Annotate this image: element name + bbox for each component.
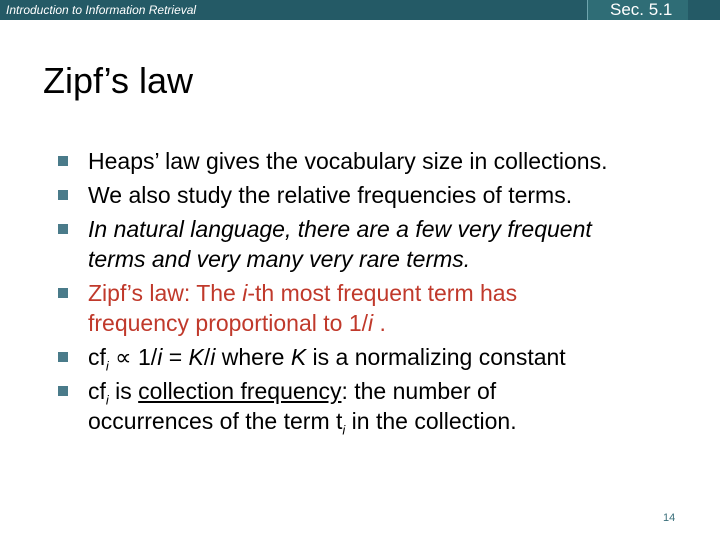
- bullet-text: is a normalizing constant: [306, 344, 566, 370]
- bullet-text: where: [215, 344, 291, 370]
- bullet-text: K: [188, 344, 204, 370]
- bullet-item-collection-frequency: [56, 376, 696, 436]
- bullet-item-natural-language: [56, 214, 696, 274]
- bullet-text: ∝ 1/: [108, 344, 158, 370]
- bullet-text: Heaps’ law gives the vocabulary size in collections.: [88, 148, 608, 174]
- bullet-text: cf: [88, 344, 106, 370]
- bullet-text: In natural language, there are a few very frequent: [88, 216, 592, 242]
- bullet-text: .: [373, 310, 386, 336]
- slide-title: Zipf’s law: [43, 60, 194, 101]
- bullet-item-relative-freq: [56, 180, 696, 210]
- bullet-text: is: [108, 378, 139, 404]
- subscript: i: [105, 358, 109, 374]
- bullet-text: i: [242, 280, 248, 306]
- bullet-text: We also study the relative frequencies of terms.: [88, 182, 573, 208]
- bullet-list: [56, 146, 696, 440]
- bullet-item-formula: [56, 342, 696, 372]
- bullet-text: -th most frequent term has: [247, 280, 518, 306]
- bullet-text: Zipf’s law: The: [88, 280, 243, 306]
- bullet-text: i: [210, 344, 216, 370]
- bullet-text: frequency proportional to 1/: [88, 310, 369, 336]
- course-title: Introduction to Information Retrieval: [6, 3, 197, 17]
- bullet-text: cf: [88, 378, 106, 404]
- subscript: i: [342, 422, 346, 438]
- bullet-item-zipf-law: [56, 278, 696, 338]
- bullet-text: : the number of: [341, 378, 497, 404]
- bullet-text: i: [157, 344, 163, 370]
- square-bullet-icon: [58, 224, 68, 234]
- bullet-item-heaps: [56, 146, 696, 176]
- bullet-text: i: [368, 310, 374, 336]
- bullet-text: terms and very many very rare terms.: [88, 246, 471, 272]
- square-bullet-icon: [58, 156, 68, 166]
- page-number: 14: [663, 512, 676, 524]
- square-bullet-icon: [58, 288, 68, 298]
- bullet-text: collection frequency: [138, 378, 342, 404]
- bullet-text: =: [162, 344, 189, 370]
- square-bullet-icon: [58, 190, 68, 200]
- bullet-text: in the collection.: [345, 408, 517, 434]
- bullet-text: K: [290, 344, 307, 370]
- square-bullet-icon: [58, 352, 68, 362]
- bullet-text: /: [203, 344, 211, 370]
- square-bullet-icon: [58, 386, 68, 396]
- bullet-text: occurrences of the term t: [88, 408, 343, 434]
- subscript: i: [105, 392, 109, 408]
- section-label: Sec. 5.1: [610, 0, 673, 19]
